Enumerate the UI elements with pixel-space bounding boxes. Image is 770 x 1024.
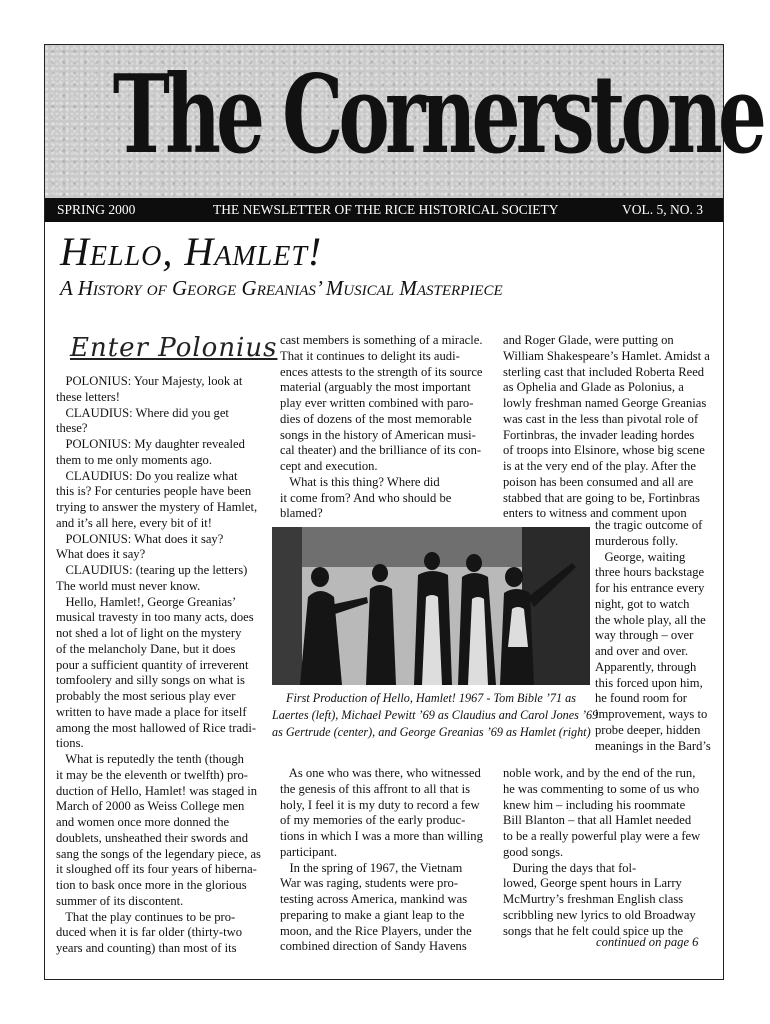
text-line: Apparently, through — [595, 659, 697, 674]
text-line: them to me only moments ago. — [56, 452, 213, 467]
text-line: As one who was there, who witnessed — [280, 766, 481, 780]
text-line: CLAUDIUS: (tearing up the letters) — [56, 563, 248, 577]
section-heading: Enter Polonius — [70, 333, 278, 363]
production-photo — [272, 527, 590, 685]
text-line: it may be the eleventh or twelfth) pro- — [56, 767, 248, 782]
text-line: POLONIUS: My daughter revealed — [56, 437, 245, 451]
text-line: and Roger Glade, were putting on — [503, 333, 674, 347]
newsletter-title: The Cornerstone — [112, 51, 762, 178]
text-line: to be a really powerful play were a few — [503, 829, 701, 843]
text-line: cept and execution. — [280, 459, 378, 473]
text-line: What does it say? — [56, 547, 146, 562]
text-line: it sloughed off its four years of hiberna- — [56, 862, 257, 877]
text-line: In the spring of 1967, the Vietnam — [280, 860, 463, 875]
caption-line: Laertes (left), Michael Pewitt ’69 as Claudius and Carol Jones ’69 — [272, 708, 599, 722]
text-line: Fortinbras, the invader leading hordes — [503, 427, 695, 442]
photo-caption — [272, 690, 599, 741]
text-line: lowly freshman named George Greanias — [503, 396, 707, 410]
text-line: The world must never know. — [56, 578, 201, 593]
text-line: tomfoolery and silly songs on what is — [56, 673, 245, 688]
text-line: and women once more donned the — [56, 815, 230, 829]
text-line: these letters! — [56, 389, 120, 404]
text-line: POLONIUS: Your Majesty, look at — [56, 374, 243, 388]
text-line: he found room for — [595, 691, 687, 706]
text-line: these? — [56, 421, 88, 436]
text-line: of troops into Elsinore, whose big scene — [503, 443, 705, 458]
text-line: tion to bask once more in the glorious — [56, 878, 247, 892]
continued-note: continued on page 6 — [596, 935, 699, 949]
text-line: way through – over — [595, 628, 694, 643]
caption-line: First Production of Hello, Hamlet! 1967 - Tom Bible ’71 as — [286, 691, 576, 705]
text-line: William Shakespeare’s Hamlet. Amidst a — [503, 348, 710, 363]
text-line: participant. — [280, 844, 337, 859]
text-line: March of 2000 as Weiss College men — [56, 799, 245, 814]
text-line: probably the most serious play ever — [56, 689, 236, 703]
issue-info-bar — [45, 198, 723, 222]
text-line: tions in which I was a more than willing — [280, 829, 483, 843]
text-line: material (arguably the most important — [280, 380, 471, 395]
text-line: combined direction of Sandy Havens — [280, 939, 467, 954]
text-line: cal theater) and the brilliance of its con- — [280, 443, 482, 458]
text-line: What is reputedly the tenth (though — [56, 752, 244, 766]
text-line: That the play continues to be pro- — [56, 909, 236, 924]
text-line: not shed a lot of light on the mystery — [56, 626, 242, 640]
text-line: this forced upon him, — [595, 675, 703, 690]
column-3-top-text — [503, 333, 715, 522]
text-line: was cast in the less than pivotal role of — [503, 411, 699, 426]
text-line: testing across America, mankind was — [280, 892, 468, 906]
text-line: pour a sufficient quantity of irreverent — [56, 657, 249, 672]
text-line: the whole play, all the — [595, 612, 706, 627]
text-line: duction of Hello, Hamlet! was staged in — [56, 783, 258, 798]
text-line: three hours backstage — [595, 565, 705, 580]
text-line: War was raging, students were pro- — [280, 876, 459, 891]
text-line: summer of its discontent. — [56, 893, 184, 908]
text-line: George, waiting — [595, 549, 686, 564]
text-line: improvement, ways to — [595, 707, 708, 721]
text-line: among the most hallowed of Rice tradi- — [56, 720, 257, 735]
text-line: POLONIUS: What does it say? — [56, 531, 224, 546]
text-line: night, got to watch — [595, 596, 690, 611]
text-line: ences attests to the strength of its source — [280, 364, 483, 379]
text-line: McMurtry’s freshman English class — [503, 892, 684, 906]
article-headline: Hello, Hamlet! — [60, 229, 323, 274]
text-line: meanings in the Bard’s — [595, 738, 711, 753]
text-line: songs that he felt could spice up the — [503, 923, 684, 938]
masthead — [45, 45, 762, 198]
text-line: the tragic outcome of — [595, 518, 703, 532]
text-line: What is this thing? Where did — [280, 474, 440, 489]
text-line: Hello, Hamlet!, George Greanias’ — [56, 594, 237, 609]
column-1-text — [56, 374, 266, 957]
text-line: dies of dozens of the most memorable — [280, 411, 472, 426]
text-line: good songs. — [503, 844, 564, 859]
text-line: and over and over. — [595, 644, 689, 658]
text-line: the genesis of this affront to all that is — [280, 781, 471, 796]
column-2-top-text — [280, 333, 492, 522]
text-line: holy, I feel it is my duty to record a few — [280, 797, 480, 812]
text-line: it come from? And who should be — [280, 490, 452, 505]
text-line: CLAUDIUS: Do you realize what — [56, 468, 238, 483]
newsletter-tagline: THE NEWSLETTER OF THE RICE HISTORICAL SOCIETY — [213, 202, 559, 217]
text-line: duced when it is far older (thirty-two — [56, 925, 243, 940]
text-line: this is? For centuries people have been — [56, 484, 252, 499]
text-line: noble work, and by the end of the run, — [503, 766, 696, 780]
text-line: years and counting) than most of its — [56, 941, 237, 955]
text-line: blamed? — [280, 506, 323, 521]
text-line: trying to answer the mystery of Hamlet, — [56, 500, 258, 514]
issue-date: SPRING 2000 — [57, 202, 136, 217]
text-line: preparing to make a giant leap to the — [280, 907, 465, 922]
text-line: tions. — [56, 736, 84, 751]
text-line: and it’s all here, every bit of it! — [56, 515, 212, 530]
text-line: he was commenting to some of us who — [503, 781, 700, 796]
text-line: scribbling new lyrics to old Broadway — [503, 907, 696, 922]
text-line: CLAUDIUS: Where did you get — [56, 405, 229, 420]
column-3-bottom-text — [503, 766, 715, 939]
text-line: That it continues to delight its audi- — [280, 348, 460, 363]
text-line: sterling cast that included Roberta Reed — [503, 364, 705, 379]
column-2-bottom-text — [280, 766, 492, 955]
text-line: of the melancholy Dane, but it does — [56, 641, 236, 656]
text-line: cast members is something of a miracle. — [280, 333, 483, 347]
article-subheadline: A History of George Greanias’ Musical Masterpiece — [60, 276, 503, 300]
column-3-wrap-text — [595, 518, 715, 754]
text-line: probe deeper, hidden — [595, 722, 701, 737]
text-line: Bill Blanton – that all Hamlet needed — [503, 813, 692, 828]
text-line: stabbed that are going to be, Fortinbras — [503, 490, 700, 505]
text-line: sang the songs of the legendary piece, as — [56, 846, 261, 861]
text-line: as Ophelia and Glade as Polonius, a — [503, 380, 684, 395]
text-line: of my memories of the early produc- — [280, 813, 466, 828]
text-line: is at the very end of the play. After the — [503, 459, 696, 473]
text-line: musical travesty in too many acts, does — [56, 610, 254, 625]
text-line: poison has been consumed and all are — [503, 474, 694, 489]
text-line: play ever written combined with paro- — [280, 396, 474, 410]
text-line: enters to witness and comment upon — [503, 506, 687, 521]
text-line: moon, and the Rice Players, under the — [280, 923, 472, 938]
text-line: songs in the history of American musi- — [280, 427, 476, 442]
text-line: written to have made a place for itself — [56, 704, 247, 719]
text-line: for his entrance every — [595, 581, 705, 595]
text-line: knew him – including his roommate — [503, 797, 686, 812]
text-line: During the days that fol- — [503, 860, 637, 875]
text-line: murderous folly. — [595, 533, 679, 548]
text-line: lowed, George spent hours in Larry — [503, 876, 682, 891]
caption-line: as Gertrude (center), and George Greanias ’69 as Hamlet (right) — [272, 725, 591, 739]
volume-number: VOL. 5, NO. 3 — [622, 202, 703, 217]
text-line: doublets, unsheathed their swords and — [56, 830, 249, 845]
